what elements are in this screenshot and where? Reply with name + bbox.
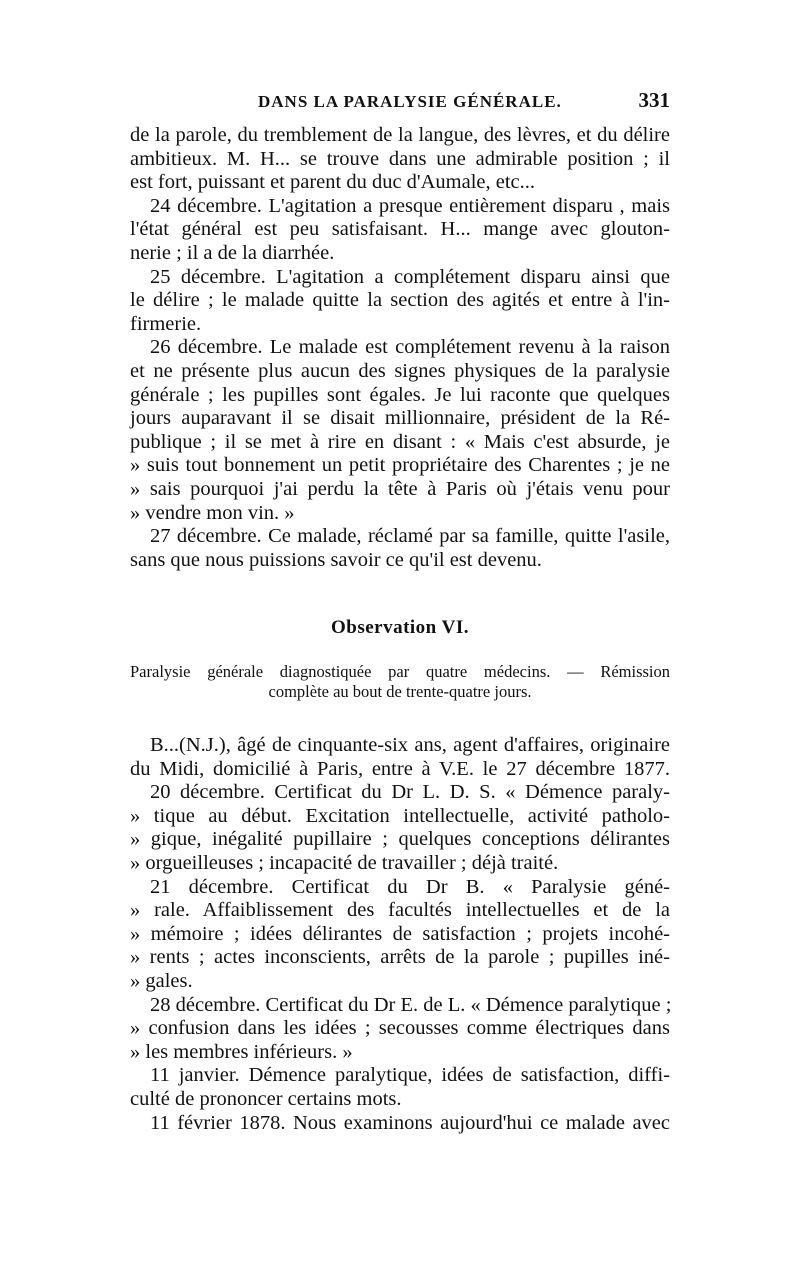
- subtitle-line: complète au bout de trente-quatre jours.: [268, 682, 532, 701]
- subtitle-line: Paralysie générale diagnostiquée par quatre médecins. — Rémission: [130, 662, 670, 681]
- body-text-bottom: [130, 734, 670, 1135]
- text-line: » gales.: [130, 969, 193, 992]
- text-line: 27 décembre. Ce malade, réclamé par sa famille, quitte l'asile,: [150, 525, 670, 548]
- text-line: générale ; les pupilles sont égales. Je lui raconte que quelques: [130, 383, 670, 406]
- running-title: DANS LA PARALYSIE GÉNÉRALE.: [258, 92, 562, 111]
- text-line: » rents ; actes inconscients, arrêts de la parole ; pupilles iné-: [130, 946, 670, 969]
- observation-subtitle: [130, 662, 670, 702]
- text-line: 25 décembre. L'agitation a complétement disparu ainsi que: [150, 265, 670, 288]
- text-line: firmerie.: [130, 312, 202, 335]
- page-number: 331: [638, 88, 670, 112]
- body-text-top: [130, 124, 670, 572]
- text-line: » orgueilleuses ; incapacité de travailler ; déjà traité.: [130, 851, 559, 874]
- text-line: » vendre mon vin. »: [130, 501, 295, 524]
- text-line: 26 décembre. Le malade est complétement revenu à la raison: [150, 336, 670, 359]
- text-line: 11 janvier. Démence paralytique, idées de satisfaction, diffi-: [150, 1064, 670, 1087]
- text-line: » tique au début. Excitation intellectuelle, activité patholo-: [130, 804, 670, 827]
- text-line: » gique, inégalité pupillaire ; quelques conceptions délirantes: [130, 828, 670, 851]
- text-line: nerie ; il a de la diarrhée.: [130, 241, 335, 264]
- text-line: » rale. Affaiblissement des facultés intellectuelles et de la: [130, 899, 670, 922]
- text-line: B...(N.J.), âgé de cinquante-six ans, agent d'affaires, originaire: [150, 734, 670, 756]
- observation-title: Observation VI.: [330, 617, 470, 638]
- text-line: 11 février 1878. Nous examinons aujourd'hui ce malade avec: [150, 1111, 670, 1134]
- text-line: ambitieux. M. H... se trouve dans une admirable position ; il: [130, 147, 670, 170]
- text-line: 28 décembre. Certificat du Dr E. de L. « Démence paralytique ;: [150, 993, 672, 1016]
- text-line: 20 décembre. Certificat du Dr L. D. S. « Démence paraly-: [150, 781, 670, 804]
- text-line: culté de prononcer certains mots.: [130, 1087, 402, 1110]
- text-line: 21 décembre. Certificat du Dr B. « Paralysie géné-: [150, 875, 670, 898]
- text-line: » sais pourquoi j'ai perdu la tête à Paris où j'étais venu pour: [130, 477, 670, 500]
- text-line: est fort, puissant et parent du duc d'Aumale, etc...: [130, 171, 536, 194]
- text-line: jours auparavant il se disait millionnaire, président de la Ré-: [130, 407, 670, 430]
- text-line: du Midi, domicilié à Paris, entre à V.E. le 27 décembre 1877.: [130, 757, 670, 780]
- text-line: 24 décembre. L'agitation a presque entièrement disparu , mais: [150, 194, 670, 217]
- text-line: sans que nous puissions savoir ce qu'il est devenu.: [130, 548, 542, 571]
- text-line: » les membres inférieurs. »: [130, 1040, 353, 1063]
- text-line: » confusion dans les idées ; secousses comme électriques dans: [130, 1017, 670, 1040]
- text-line: de la parole, du tremblement de la langue, des lèvres, et du délire: [130, 124, 670, 146]
- text-line: » suis tout bonnement un petit propriétaire des Charentes ; je ne: [130, 454, 670, 477]
- page-header: [130, 88, 670, 118]
- text-line: et ne présente plus aucun des signes physiques de la paralysie: [130, 359, 670, 382]
- text-line: publique ; il se met à rire en disant : « Mais c'est absurde, je: [130, 430, 670, 453]
- text-line: » mémoire ; idées délirantes de satisfaction ; projets incohé-: [130, 922, 670, 945]
- text-line: le délire ; le malade quitte la section des agités et entre à l'in-: [130, 289, 670, 312]
- text-line: l'état général est peu satisfaisant. H... mange avec glouton-: [130, 218, 670, 241]
